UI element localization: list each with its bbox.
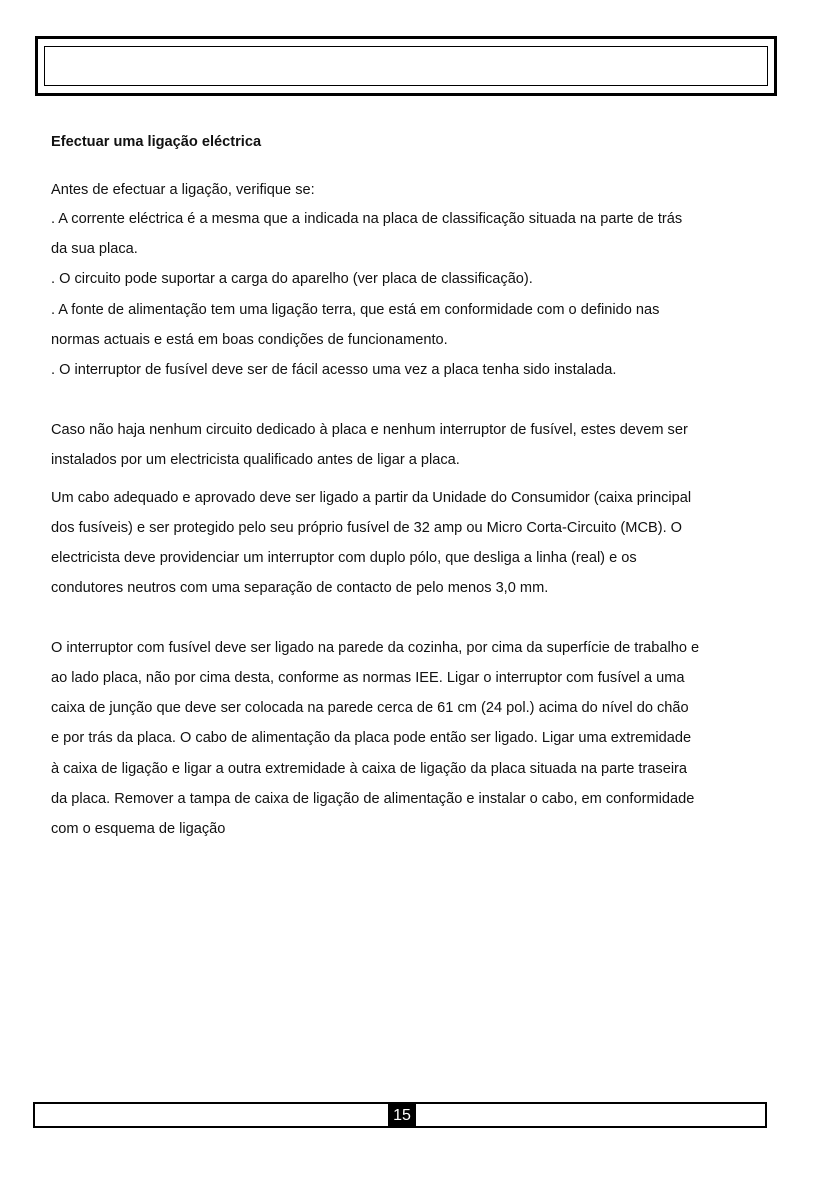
header-frame-inner	[44, 46, 768, 86]
paragraph-line: à caixa de ligação e ligar a outra extremidade à caixa de ligação da placa situada na parte traseira	[51, 761, 688, 777]
paragraph-line: da placa. Remover a tampa de caixa de ligação de alimentação e instalar o cabo, em conformidade	[51, 791, 695, 807]
checklist-line: . A corrente eléctrica é a mesma que a indicada na placa de classificação situada na parte de trás	[51, 211, 683, 227]
paragraph-line: com o esquema de ligação	[51, 821, 226, 837]
checklist-line: da sua placa.	[51, 241, 138, 257]
paragraph-line: caixa de junção que deve ser colocada na parede cerca de 61 cm (24 pol.) acima do nível do chão	[51, 700, 689, 716]
section-title: Efectuar uma ligação eléctrica	[51, 134, 262, 150]
paragraph-line: Caso não haja nenhum circuito dedicado à placa e nenhum interruptor de fusível, estes devem ser	[51, 422, 688, 438]
paragraph-line: e por trás da placa. O cabo de alimentação da placa pode então ser ligado. Ligar uma extremidade	[51, 730, 692, 746]
intro-line: Antes de efectuar a ligação, verifique se:	[51, 182, 315, 198]
paragraph-line: Um cabo adequado e aprovado deve ser ligado a partir da Unidade do Consumidor (caixa principal	[51, 490, 692, 506]
checklist-line: . O interruptor de fusível deve ser de fácil acesso uma vez a placa tenha sido instalada.	[51, 362, 617, 378]
checklist-line: normas actuais e está em boas condições de funcionamento.	[51, 332, 448, 348]
paragraph-line: dos fusíveis) e ser protegido pelo seu próprio fusível de 32 amp ou Micro Corta-Circuito (MCB). O	[51, 520, 683, 536]
page-number: 15	[388, 1104, 416, 1128]
header-frame	[35, 36, 777, 96]
paragraph-line: O interruptor com fusível deve ser ligado na parede da cozinha, por cima da superfície de trabalho e	[51, 640, 700, 656]
checklist-line: . O circuito pode suportar a carga do aparelho (ver placa de classificação).	[51, 271, 533, 287]
paragraph-line: instalados por um electricista qualificado antes de ligar a placa.	[51, 452, 460, 468]
paragraph-line: condutores neutros com uma separação de contacto de pelo menos 3,0 mm.	[51, 580, 549, 596]
paragraph-line: ao lado placa, não por cima desta, conforme as normas IEE. Ligar o interruptor com fusível a uma	[51, 670, 685, 686]
paragraph-line: electricista deve providenciar um interruptor com duplo pólo, que desliga a linha (real) e os	[51, 550, 637, 566]
checklist-line: . A fonte de alimentação tem uma ligação terra, que está em conformidade com o definido nas	[51, 302, 660, 318]
